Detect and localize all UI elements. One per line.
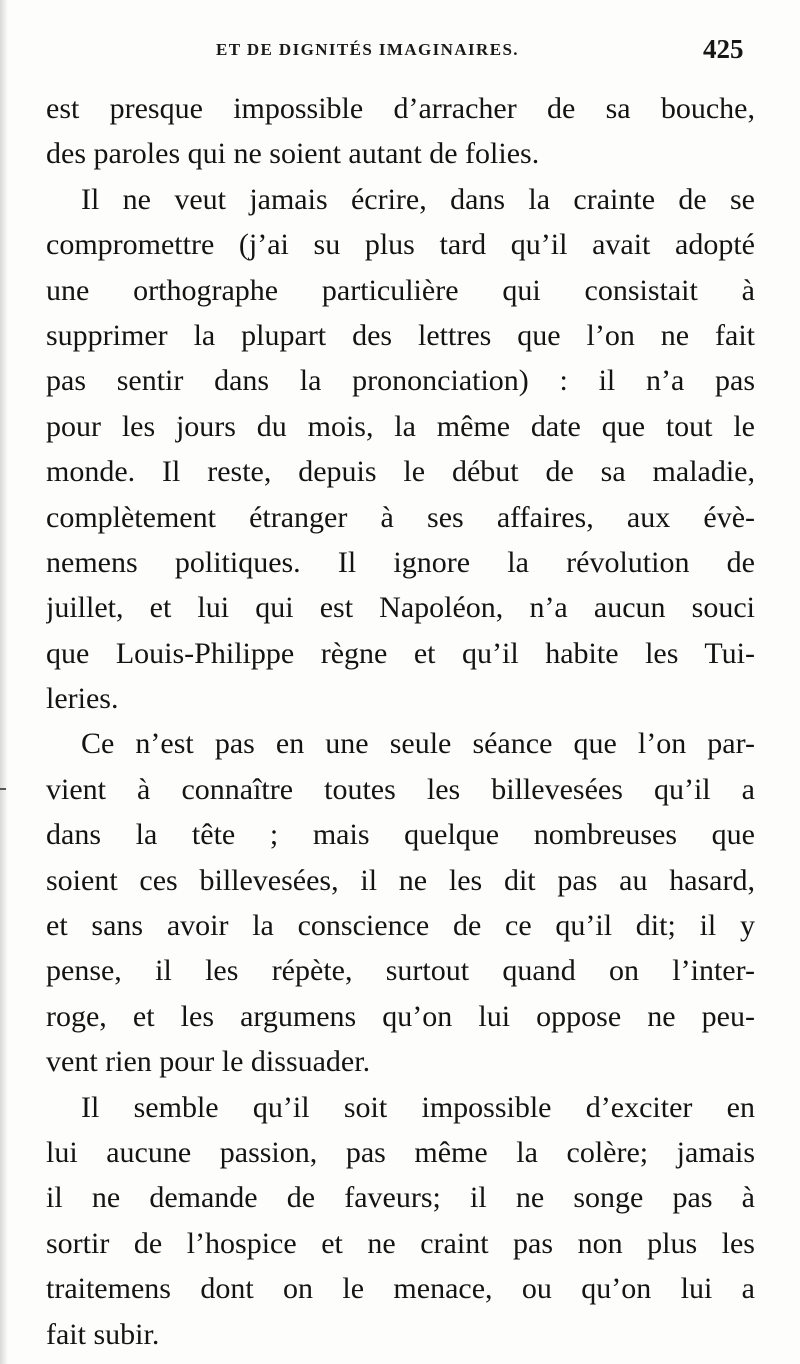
text-line: nemens politiques. Il ignore la révolution de [46,545,755,579]
text-line: compromettre (j’ai su plus tard qu’il avait adopté [46,228,755,262]
text-line: et sans avoir la conscience de ce qu’il dit; il y [46,909,755,943]
text-line: traitemens dont on le menace, ou qu’on lui a [46,1272,755,1306]
text-line: est presque impossible d’arracher de sa bouche, [46,92,755,125]
text-line: pas sentir dans la prononciation) : il n’a pas [46,364,755,398]
body-text [46,86,755,1357]
running-head-title: ET DE DIGNITÉS IMAGINAIRES. [216,40,519,59]
text-line: Il ne veut jamais écrire, dans la crainte de se [81,182,755,216]
text-line: vient à connaître toutes les billevesées qu’il a [46,772,755,806]
text-line: sortir de l’hospice et ne craint pas non plus les [46,1226,755,1260]
margin-mark [0,788,6,790]
text-line: supprimer la plupart des lettres que l’on ne fait [46,318,755,352]
text-line: dans la tête ; mais quelque nombreuses que [46,818,755,852]
text-line: juillet, et lui qui est Napoléon, n’a aucun souci [46,591,755,625]
text-line: pour les jours du mois, la même date que tout le [46,409,755,443]
text-line: une orthographe particulière qui consistait à [46,273,755,307]
text-line: fait subir. [46,1317,160,1351]
text-line: leries. [46,682,119,716]
page-edge-shadow [0,0,8,1364]
text-line: complètement étranger à ses affaires, aux évè- [46,500,755,534]
text-line: soient ces billevesées, il ne les dit pas au hasard, [46,863,755,897]
page-number: 425 [703,34,744,64]
text-line: pense, il les répète, surtout quand on l’inter- [46,954,755,988]
text-line: il ne demande de faveurs; il ne songe pas à [46,1181,755,1215]
text-line: lui aucune passion, pas même la colère; jamais [46,1135,755,1169]
text-line: Ce n’est pas en une seule séance que l’on par- [81,727,755,761]
running-head [0,34,800,68]
text-line: que Louis-Philippe règne et qu’il habite les Tui- [46,636,755,670]
text-line: Il semble qu’il soit impossible d’exciter en [81,1090,755,1124]
text-line: vent rien pour le dissuader. [46,1045,371,1079]
text-line: des paroles qui ne soient autant de folies. [46,137,540,171]
text-line: monde. Il reste, depuis le début de sa maladie, [46,455,755,489]
text-line: roge, et les argumens qu’on lui oppose ne peu- [46,999,755,1033]
